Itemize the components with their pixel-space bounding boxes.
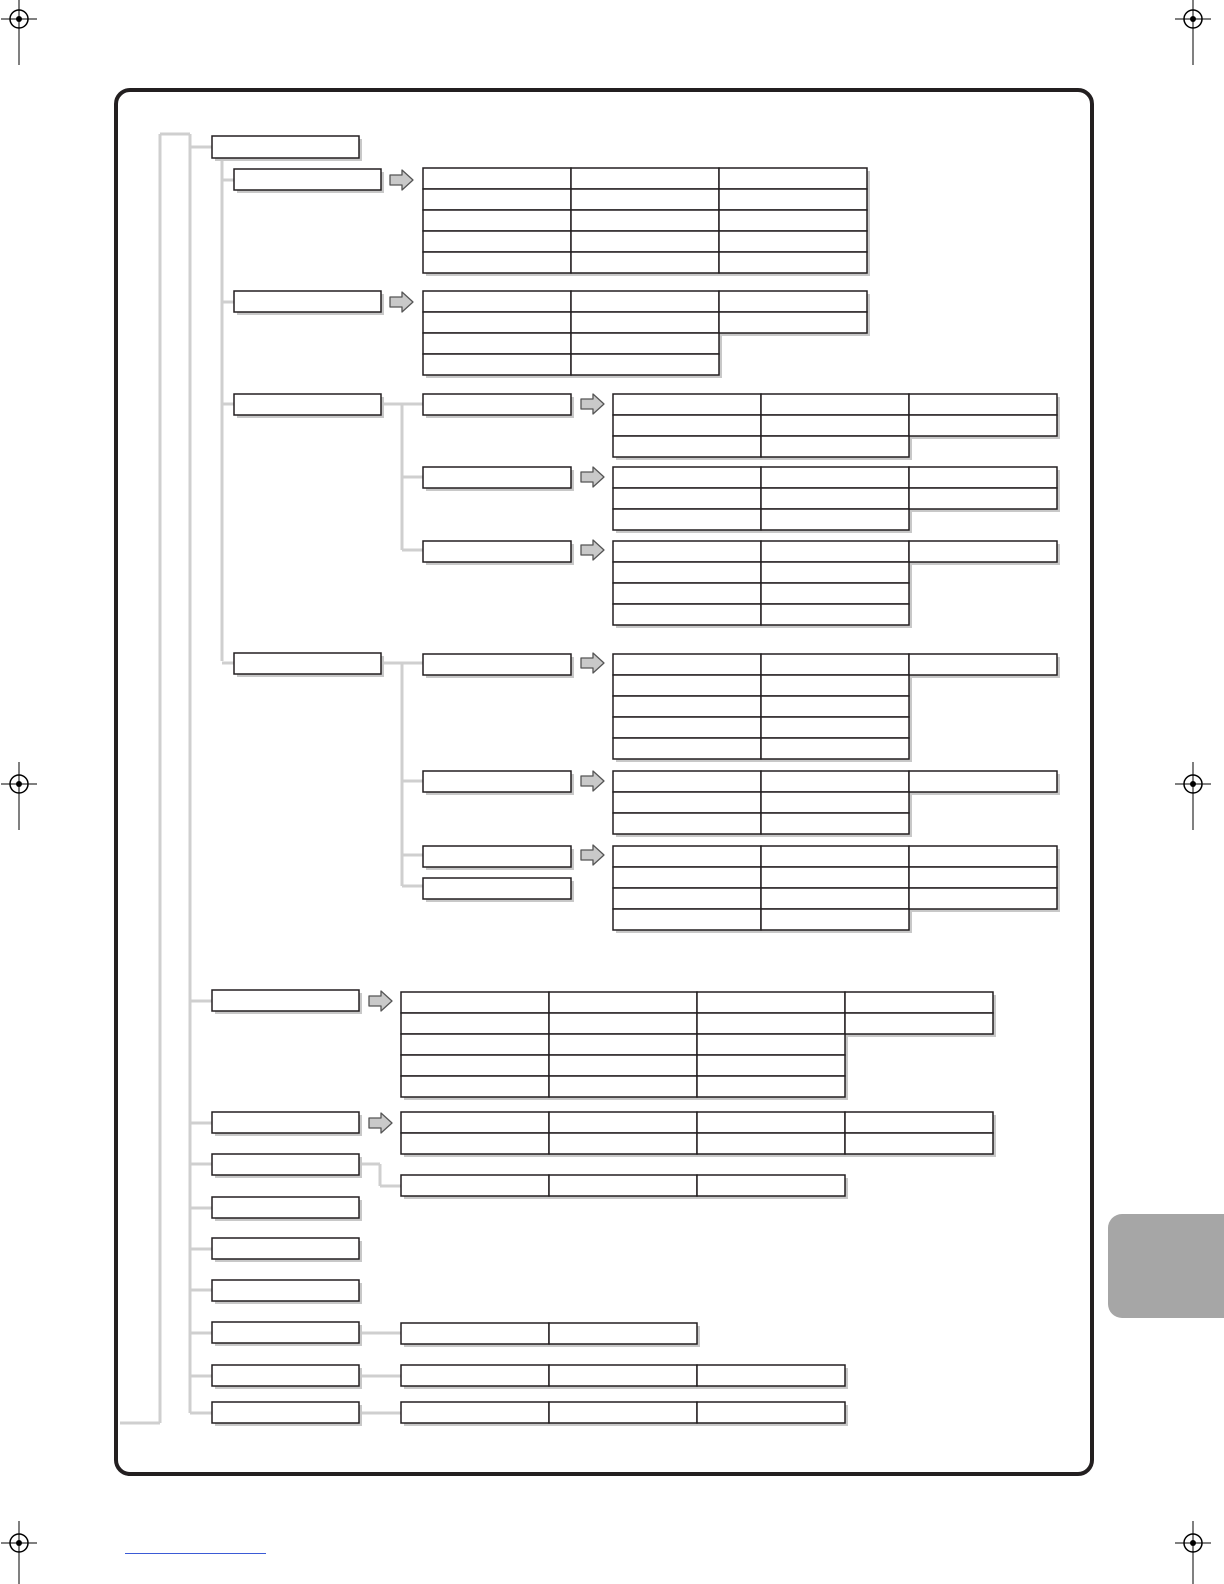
- option-table: [401, 1175, 848, 1199]
- menu-box-frame: [212, 1154, 359, 1175]
- option-table: [401, 1323, 700, 1347]
- table-cell: [761, 888, 909, 909]
- table-cell: [549, 1013, 697, 1034]
- table-cell: [571, 354, 719, 375]
- table-cell: [613, 583, 761, 604]
- menu-box-frame: [234, 653, 381, 674]
- menu-box-frame: [212, 1112, 359, 1133]
- option-table: [423, 291, 870, 378]
- menu-box: [212, 1280, 362, 1304]
- table-cell: [761, 467, 909, 488]
- table-cell: [761, 654, 909, 675]
- menu-box: [423, 846, 574, 870]
- table-cell: [423, 252, 571, 273]
- menu-box: [212, 1112, 362, 1136]
- menu-box-frame: [212, 1402, 359, 1423]
- table-cell: [761, 436, 909, 457]
- menu-box-frame: [234, 291, 381, 312]
- table-cell: [909, 488, 1057, 509]
- option-table: [613, 467, 1060, 533]
- table-cell: [423, 312, 571, 333]
- registration-mark: [1, 0, 37, 65]
- arrow-right-icon: [581, 771, 604, 791]
- table-cell: [423, 333, 571, 354]
- arrow-right-icon: [581, 845, 604, 865]
- table-cell: [761, 696, 909, 717]
- menu-box: [212, 1238, 362, 1262]
- mark-dot: [1190, 16, 1196, 22]
- table-cell: [761, 583, 909, 604]
- table-cell: [697, 1365, 845, 1386]
- mark-dot: [1190, 781, 1196, 787]
- menu-box-frame: [212, 1197, 359, 1218]
- table-cell: [613, 415, 761, 436]
- registration-mark: [1175, 0, 1211, 65]
- table-cell: [549, 1055, 697, 1076]
- table-cell: [909, 771, 1057, 792]
- table-cell: [549, 1076, 697, 1097]
- table-cell: [909, 867, 1057, 888]
- table-cell: [549, 1175, 697, 1196]
- table-cell: [401, 1013, 549, 1034]
- table-cell: [761, 541, 909, 562]
- menu-box-frame: [423, 467, 571, 488]
- table-cell: [697, 1055, 845, 1076]
- table-cell: [761, 394, 909, 415]
- table-cell: [613, 792, 761, 813]
- option-table: [613, 771, 1060, 837]
- table-cell: [549, 992, 697, 1013]
- menu-box-frame: [423, 394, 571, 415]
- arrow-right-icon: [581, 394, 604, 414]
- table-cell: [549, 1034, 697, 1055]
- table-cell: [697, 1076, 845, 1097]
- menu-box-frame: [212, 136, 359, 158]
- table-cell: [761, 909, 909, 930]
- table-cell: [423, 291, 571, 312]
- table-cell: [761, 509, 909, 530]
- menu-box: [212, 990, 362, 1014]
- table-cell: [909, 888, 1057, 909]
- table-cell: [571, 252, 719, 273]
- menu-box: [423, 654, 574, 678]
- menu-box: [234, 653, 384, 677]
- table-cell: [571, 333, 719, 354]
- menu-box: [423, 467, 574, 491]
- table-cell: [761, 771, 909, 792]
- menu-box-frame: [423, 654, 571, 675]
- table-cell: [761, 675, 909, 696]
- table-cell: [697, 1034, 845, 1055]
- table-cell: [423, 189, 571, 210]
- table-cell: [719, 210, 867, 231]
- table-cell: [613, 846, 761, 867]
- menu-box: [212, 1154, 362, 1178]
- table-cell: [761, 867, 909, 888]
- table-cell: [613, 909, 761, 930]
- option-table: [613, 654, 1060, 762]
- table-cell: [845, 992, 993, 1013]
- mark-dot: [16, 16, 22, 22]
- menu-box: [212, 136, 362, 161]
- table-cell: [613, 738, 761, 759]
- arrow-right-icon: [581, 653, 604, 673]
- menu-box-frame: [212, 1280, 359, 1301]
- table-cell: [613, 867, 761, 888]
- registration-mark: [1, 1521, 37, 1584]
- table-cell: [719, 291, 867, 312]
- table-cell: [697, 1133, 845, 1154]
- arrow-right-icon: [369, 1113, 392, 1133]
- table-cell: [401, 1076, 549, 1097]
- table-cell: [401, 1365, 549, 1386]
- menu-box-frame: [423, 541, 571, 562]
- menu-box: [212, 1197, 362, 1221]
- table-cell: [909, 654, 1057, 675]
- arrow-right-icon: [581, 540, 604, 560]
- menu-box: [423, 541, 574, 565]
- table-cell: [401, 1112, 549, 1133]
- menu-box-frame: [234, 394, 381, 415]
- table-cell: [761, 604, 909, 625]
- table-cell: [613, 541, 761, 562]
- menu-box: [234, 394, 384, 418]
- table-cell: [697, 992, 845, 1013]
- registration-mark: [1175, 1521, 1211, 1584]
- table-cell: [761, 846, 909, 867]
- menu-box-frame: [423, 771, 571, 792]
- table-cell: [401, 992, 549, 1013]
- table-cell: [761, 813, 909, 834]
- table-cell: [571, 168, 719, 189]
- table-cell: [401, 1055, 549, 1076]
- arrow-right-icon: [390, 170, 413, 190]
- table-cell: [697, 1402, 845, 1423]
- table-cell: [613, 467, 761, 488]
- table-cell: [761, 415, 909, 436]
- table-cell: [549, 1402, 697, 1423]
- menu-box-frame: [212, 1238, 359, 1259]
- table-cell: [613, 604, 761, 625]
- table-cell: [613, 654, 761, 675]
- table-cell: [909, 415, 1057, 436]
- table-cell: [613, 888, 761, 909]
- table-cell: [761, 562, 909, 583]
- table-cell: [719, 312, 867, 333]
- menu-box: [212, 1402, 362, 1426]
- table-cell: [761, 738, 909, 759]
- table-cell: [719, 168, 867, 189]
- mark-dot: [16, 781, 22, 787]
- table-cell: [423, 231, 571, 252]
- table-cell: [571, 291, 719, 312]
- table-cell: [613, 771, 761, 792]
- option-table: [401, 1365, 848, 1389]
- table-cell: [571, 231, 719, 252]
- table-cell: [845, 1112, 993, 1133]
- table-cell: [571, 210, 719, 231]
- menu-box: [212, 1322, 362, 1346]
- table-cell: [697, 1175, 845, 1196]
- table-cell: [909, 467, 1057, 488]
- option-table: [401, 992, 996, 1100]
- table-cell: [549, 1112, 697, 1133]
- tree-connectors: [120, 134, 423, 1423]
- table-cell: [401, 1323, 549, 1344]
- table-cell: [549, 1323, 697, 1344]
- table-cell: [719, 231, 867, 252]
- table-cell: [613, 675, 761, 696]
- menu-box-frame: [423, 878, 571, 899]
- menu-box-frame: [212, 1365, 359, 1386]
- table-cell: [761, 488, 909, 509]
- table-cell: [613, 562, 761, 583]
- registration-mark: [1, 762, 37, 830]
- table-cell: [549, 1133, 697, 1154]
- table-cell: [401, 1175, 549, 1196]
- table-cell: [909, 394, 1057, 415]
- menu-box-frame: [212, 990, 359, 1011]
- menu-box: [234, 291, 384, 315]
- table-cell: [613, 394, 761, 415]
- menu-box-frame: [234, 169, 381, 190]
- option-table: [423, 168, 870, 276]
- table-cell: [401, 1133, 549, 1154]
- option-tables: [401, 168, 1060, 1426]
- table-cell: [845, 1133, 993, 1154]
- table-cell: [909, 541, 1057, 562]
- table-cell: [613, 509, 761, 530]
- menu-box: [423, 878, 574, 902]
- option-table: [613, 394, 1060, 460]
- option-table: [613, 846, 1060, 933]
- menu-box-frame: [212, 1322, 359, 1343]
- table-cell: [401, 1402, 549, 1423]
- table-cell: [697, 1112, 845, 1133]
- option-table: [401, 1112, 996, 1157]
- table-cell: [423, 354, 571, 375]
- menu-box: [234, 169, 384, 193]
- mark-dot: [1190, 1540, 1196, 1546]
- table-cell: [909, 846, 1057, 867]
- table-cell: [719, 189, 867, 210]
- table-cell: [549, 1365, 697, 1386]
- table-cell: [571, 189, 719, 210]
- arrow-right-icon: [581, 467, 604, 487]
- mark-dot: [16, 1540, 22, 1546]
- table-cell: [613, 717, 761, 738]
- table-cell: [571, 312, 719, 333]
- table-cell: [613, 488, 761, 509]
- table-cell: [719, 252, 867, 273]
- table-cell: [845, 1013, 993, 1034]
- table-cell: [697, 1013, 845, 1034]
- menu-box: [423, 771, 574, 795]
- table-cell: [401, 1034, 549, 1055]
- table-cell: [613, 436, 761, 457]
- table-cell: [613, 696, 761, 717]
- menu-box-frame: [423, 846, 571, 867]
- table-cell: [613, 813, 761, 834]
- option-table: [401, 1402, 848, 1426]
- table-cell: [761, 717, 909, 738]
- menu-box: [423, 394, 574, 418]
- registration-mark: [1175, 762, 1211, 830]
- table-cell: [761, 792, 909, 813]
- table-cell: [423, 210, 571, 231]
- arrow-right-icon: [369, 991, 392, 1011]
- menu-box: [212, 1365, 362, 1389]
- option-table: [613, 541, 1060, 628]
- table-cell: [423, 168, 571, 189]
- arrow-right-icon: [390, 292, 413, 312]
